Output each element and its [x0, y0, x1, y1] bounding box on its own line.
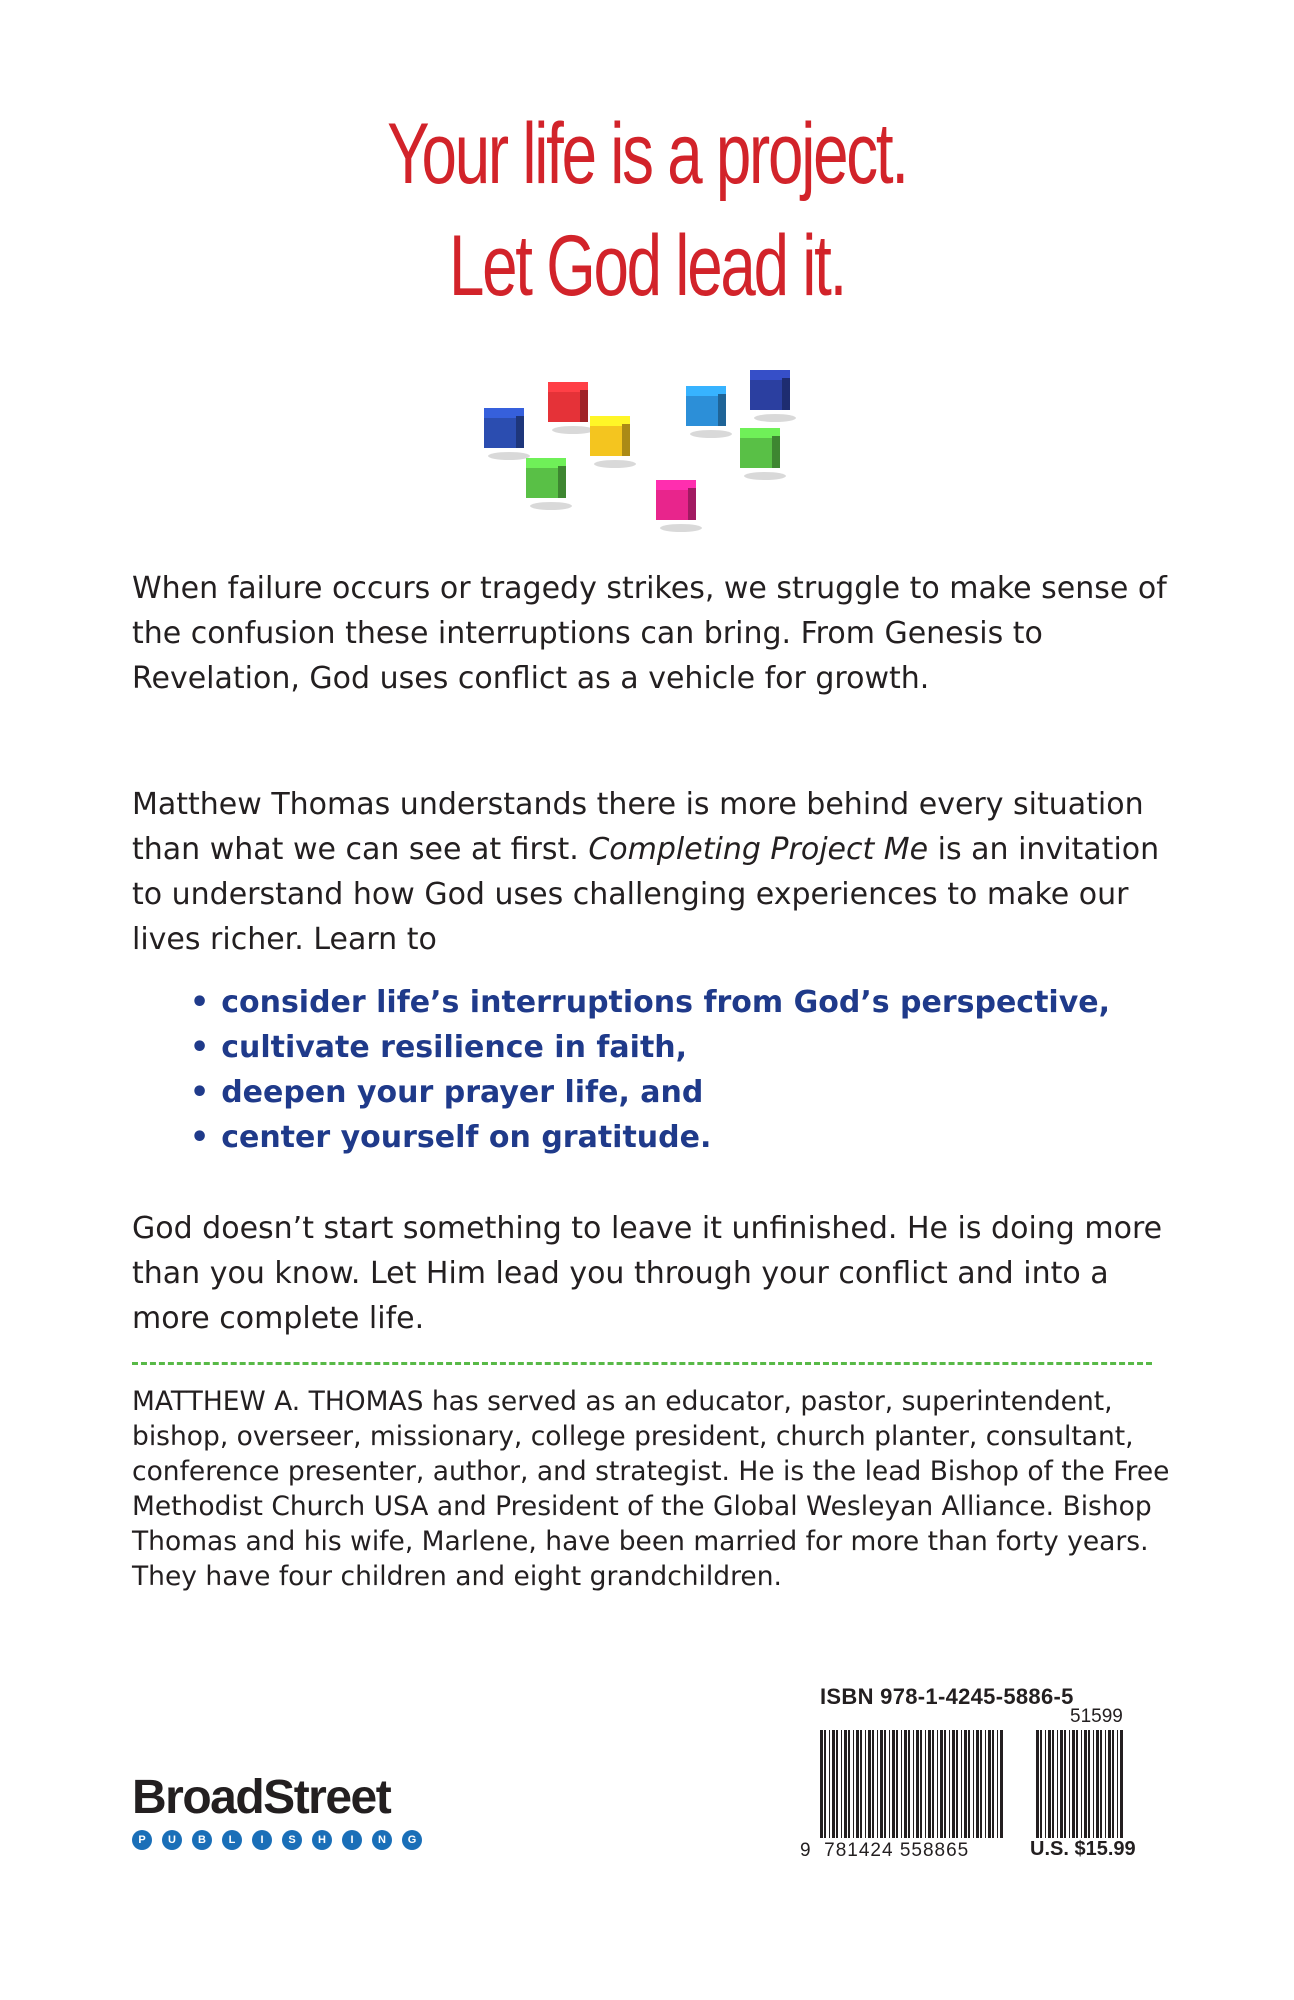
barcode-bar — [956, 1730, 958, 1838]
paragraph-end: is an invitation to understand how God uses challenging experiences to make our lives richer. Learn to — [132, 832, 1160, 957]
barcode-bar — [968, 1730, 970, 1838]
barcode-bar — [1081, 1730, 1082, 1838]
list-item: • center yourself on gratitude. — [190, 1115, 1110, 1160]
paragraph-text: When failure occurs or tragedy strikes, we struggle to make sense of the confusion these interruptions can bring. From Genesis to Revelation, God uses conflict as a vehicle for growth. — [132, 571, 1167, 696]
barcode-bar — [964, 1730, 967, 1838]
barcode-bar — [860, 1730, 862, 1838]
ean-digits — [800, 1840, 969, 1862]
barcode-bar — [889, 1730, 890, 1838]
ean-first-digit: 9 — [800, 1840, 812, 1861]
barcode-bar — [928, 1730, 931, 1838]
description-paragraph-3 — [132, 1206, 1172, 1341]
barcode-bar — [901, 1730, 902, 1838]
isbn-label: ISBN 978-1-4245-5886-5 — [820, 1684, 1074, 1709]
barcode-bar — [952, 1730, 955, 1838]
barcode-bar — [908, 1730, 910, 1838]
barcode-bar — [925, 1730, 926, 1838]
barcode-bar — [916, 1730, 919, 1838]
tagline-letter: N — [372, 1830, 392, 1850]
barcode-bar — [836, 1730, 838, 1838]
barcode-bar — [896, 1730, 898, 1838]
barcode-bar — [949, 1730, 950, 1838]
author-bio: MATTHEW A. THOMAS has served as an educator, pastor, superintendent, bishop, overseer, missionary, college president, church planter, consultant, conference presenter, author, and strategist. He is the lead Bishop of the Free Methodist Church USA and President of the Global Wesleyan Alliance. Bishop Thomas and his wife, Marlene, have been married for more than forty years. They have four children and eight grandchildren. — [132, 1386, 1170, 1592]
barcode-bar — [1052, 1730, 1054, 1838]
barcode-bar — [1120, 1730, 1123, 1838]
description-paragraph-2 — [132, 782, 1172, 962]
list-item: • deepen your prayer life, and — [190, 1070, 1110, 1115]
barcode-bar — [988, 1730, 991, 1838]
barcode-bar — [1040, 1730, 1042, 1838]
barcode-bar — [844, 1730, 847, 1838]
book-title: Completing Project Me — [588, 832, 929, 867]
barcode-bar — [868, 1730, 871, 1838]
tagline-letter: U — [162, 1830, 182, 1850]
barcode-bar — [932, 1730, 934, 1838]
barcode-bar — [1108, 1730, 1111, 1838]
barcode-bar — [1088, 1730, 1090, 1838]
barcode-bar — [1036, 1730, 1039, 1838]
barcode-bar — [877, 1730, 878, 1838]
ean-left-group: 781424 — [824, 1840, 894, 1861]
barcode-bar — [937, 1730, 938, 1838]
barcode-bar — [992, 1730, 994, 1838]
barcode-bar — [904, 1730, 907, 1838]
barcode-bar — [1048, 1730, 1051, 1838]
barcode-bar — [913, 1730, 914, 1838]
barcode-bar — [1000, 1730, 1003, 1838]
cube-blue-1 — [484, 408, 524, 448]
tagline-letter: H — [312, 1830, 332, 1850]
barcode-bar — [1069, 1730, 1070, 1838]
barcode-bar — [920, 1730, 922, 1838]
tagline-letter: L — [222, 1830, 242, 1850]
addon-barcode — [1036, 1730, 1124, 1838]
barcode-bar — [884, 1730, 886, 1838]
barcode-bar — [880, 1730, 883, 1838]
headline-line-1: Your life is a project. — [387, 106, 907, 202]
barcode-bar — [976, 1730, 979, 1838]
cube-navy — [750, 370, 790, 410]
cube-red — [548, 382, 588, 422]
barcode-bar — [940, 1730, 943, 1838]
cube-green-2 — [740, 428, 780, 468]
barcode-bar — [1100, 1730, 1102, 1838]
tagline-letter: B — [192, 1830, 212, 1850]
list-item: • consider life’s interruptions from God’s perspective, — [190, 980, 1110, 1025]
barcode-bar — [865, 1730, 866, 1838]
barcode-bar — [1084, 1730, 1087, 1838]
barcode-bar — [841, 1730, 842, 1838]
barcode-bar — [997, 1730, 998, 1838]
barcode-bar — [1105, 1730, 1106, 1838]
barcode-addon-digits: 51599 — [1070, 1706, 1123, 1727]
barcode-bar — [856, 1730, 859, 1838]
headline — [0, 98, 1294, 322]
barcode-bar — [1112, 1730, 1114, 1838]
barcode-bar — [1072, 1730, 1075, 1838]
barcode-bar — [872, 1730, 874, 1838]
publisher-logo — [132, 1772, 422, 1850]
barcode-bar — [829, 1730, 830, 1838]
tagline-letter: S — [282, 1830, 302, 1850]
barcode-bar — [848, 1730, 850, 1838]
barcode-bar — [853, 1730, 854, 1838]
cube-green-1 — [526, 458, 566, 498]
cube-light-blue — [686, 386, 726, 426]
barcode-bar — [824, 1730, 826, 1838]
description-paragraph-1 — [132, 566, 1172, 701]
barcode-bar — [944, 1730, 946, 1838]
paragraph-text: God doesn’t start something to leave it unfinished. He is doing more than you know. Let Him lead you through your conflict and into a more complete life. — [132, 1211, 1163, 1336]
tagline-letter: G — [402, 1830, 422, 1850]
barcode-bar — [1096, 1730, 1099, 1838]
ean-barcode — [820, 1730, 1006, 1838]
tagline-letter: I — [252, 1830, 272, 1850]
publisher-tagline — [132, 1830, 422, 1850]
building-blocks-illustration — [470, 360, 830, 540]
barcode-bar — [832, 1730, 835, 1838]
tagline-letter: P — [132, 1830, 152, 1850]
barcode-bar — [1064, 1730, 1066, 1838]
publisher-name: BroadStreet — [132, 1771, 391, 1824]
cube-pink — [656, 480, 696, 520]
barcode-bar — [980, 1730, 982, 1838]
price-label: U.S. $15.99 — [1030, 1838, 1136, 1860]
barcode-bar — [1093, 1730, 1094, 1838]
barcode-bar — [1060, 1730, 1063, 1838]
barcode-bar — [1045, 1730, 1046, 1838]
barcode-bar — [820, 1730, 823, 1838]
barcode-bar — [1076, 1730, 1078, 1838]
barcode-bar — [985, 1730, 986, 1838]
dashed-divider — [132, 1362, 1152, 1365]
barcode-bar — [1117, 1730, 1118, 1838]
ean-right-group: 558865 — [899, 1840, 970, 1861]
list-item: • cultivate resilience in faith, — [190, 1025, 1110, 1070]
barcode-bar — [892, 1730, 895, 1838]
barcode-bar — [973, 1730, 974, 1838]
barcode-bar — [1057, 1730, 1058, 1838]
barcode-bar — [961, 1730, 962, 1838]
headline-line-2: Let God lead it. — [448, 218, 846, 314]
paragraph-start: Matthew Thomas understands there is more behind every situation than what we can see at first. — [132, 787, 1144, 867]
cube-yellow — [590, 416, 630, 456]
benefit-list — [190, 980, 1110, 1160]
tagline-letter: I — [342, 1830, 362, 1850]
paragraph-text — [132, 782, 1172, 962]
